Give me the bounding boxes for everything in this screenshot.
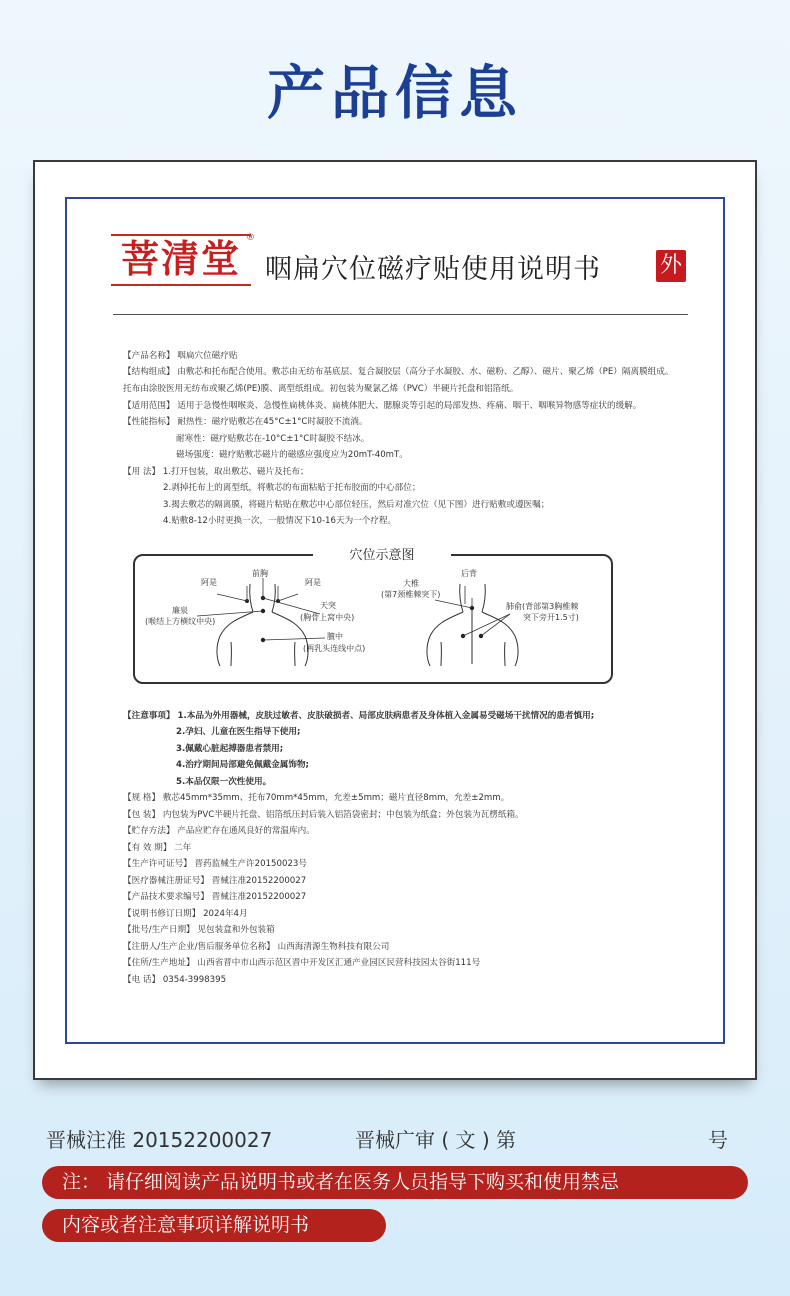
label-dan-zhong: 膻中 bbox=[327, 632, 343, 641]
spec-line: 托布由涂胶医用无纺布或聚乙烯(PE)膜、离型纸组成。初包装为聚氯乙烯（PVC）半硬片托盘和铝箔纸。 bbox=[123, 384, 519, 394]
note-line: 【住所/生产地址】 山西省晋中市山西示范区晋中开发区汇通产业园区民营科技园太谷街111号 bbox=[123, 958, 481, 968]
note-line: 【生产许可证号】 晋药监械生产许20150023号 bbox=[123, 859, 307, 869]
note-line: 【注册人/生产企业/售后服务单位名称】 山西海清源生物科技有限公司 bbox=[123, 942, 390, 952]
ad-approval-number: 晋械广审 ( 文 ) 第 bbox=[355, 1128, 517, 1152]
label-da-zhui-note: (第7颈椎棘突下) bbox=[381, 590, 441, 599]
title-divider bbox=[113, 314, 688, 315]
spec-line: 4.贴敷8-12小时更换一次，一般情况下10-16天为一个疗程。 bbox=[163, 516, 397, 526]
diagram-title: 穴位示意图 bbox=[349, 548, 415, 563]
note-line: 3.佩戴心脏起搏器患者禁用; bbox=[176, 744, 284, 754]
note-line: 【包 装】 内包装为PVC半硬片托盘、铝箔纸压封后装入铝箔袋密封；中包装为纸盒；外包装为瓦楞纸箱。 bbox=[123, 810, 524, 820]
label-fei-shu-note: 突下旁开1.5寸) bbox=[523, 613, 579, 622]
note-line: 【规 格】 敷芯45mm*35mm、托布70mm*45mm，允差±5mm；磁片直径8mm，允差±2mm。 bbox=[123, 793, 510, 803]
brand-logo: 菩清堂 bbox=[111, 234, 251, 286]
note-line: 【有 效 期】 二年 bbox=[123, 843, 192, 853]
spec-line: 【性能指标】 耐热性：磁疗贴敷芯在45°C±1°C时凝胶不流淌。 bbox=[123, 417, 368, 427]
note-line: 2.孕妇、儿童在医生指导下使用; bbox=[176, 727, 301, 737]
registration-number: 晋械注准 20152200027 bbox=[46, 1128, 273, 1152]
label-tian-tu-note: (胸骨上窝中央) bbox=[300, 613, 355, 622]
page-title: 产品信息 bbox=[266, 59, 523, 127]
spec-line: 2.剥掉托布上的离型纸，将敷芯的布面粘贴于托布胶面的中心部位； bbox=[163, 483, 421, 493]
label-front-chest: 前胸 bbox=[252, 569, 268, 578]
note-line: 【说明书修订日期】 2024年4月 bbox=[123, 909, 248, 919]
label-tian-tu: 天突 bbox=[320, 601, 336, 610]
warning-banner-line1 bbox=[42, 1166, 748, 1199]
label-lian-quan: 廉泉 bbox=[172, 606, 188, 615]
note-line: 【产品技术要求编号】 晋械注准20152200027 bbox=[123, 892, 307, 902]
document-title: 咽扁穴位磁疗贴使用说明书 bbox=[265, 254, 601, 285]
spec-line: 【产品名称】 咽扁穴位磁疗贴 bbox=[123, 351, 238, 361]
spec-line: 【适用范围】 适用于急慢性咽喉炎、急慢性扁桃体炎、扁桃体肥大、腮腺炎等引起的局部发热、疼痛、咽干、咽喉异物感等症状的缓解。 bbox=[123, 401, 642, 411]
label-da-zhui: 大椎 bbox=[403, 579, 419, 588]
warning-text-line2: 内容或者注意事项详解说明书 bbox=[62, 1214, 310, 1236]
spec-line: 耐寒性：磁疗贴敷芯在-10°C±1°C时凝胶不结冰。 bbox=[176, 434, 370, 444]
label-fei-shu: 肺俞(背部第3胸椎棘 bbox=[506, 602, 579, 611]
acupoint-diagram bbox=[133, 548, 613, 684]
label-dan-zhong-note: (两乳头连线中点) bbox=[303, 644, 366, 653]
label-back: 后背 bbox=[461, 569, 477, 578]
inner-frame bbox=[65, 197, 725, 1044]
note-line: 【批号/生产日期】 见包装盒和外包装箱 bbox=[123, 925, 275, 935]
note-line: 【电 话】 0354-3998395 bbox=[123, 975, 227, 985]
registered-mark: ® bbox=[246, 233, 255, 243]
spec-line: 【结构组成】 由敷芯和托布配合使用。敷芯由无纺布基底层、复合凝胶层（高分子水凝胶、水、磁粉、乙醇）、磁片、聚乙烯（PE）隔离膜组成。 bbox=[123, 367, 674, 377]
diagram-title-box bbox=[313, 544, 451, 566]
note-line: 【医疗器械注册证号】 晋械注准20152200027 bbox=[123, 876, 307, 886]
external-use-badge: 外 bbox=[656, 250, 686, 282]
note-line: 4.治疗期间局部避免佩戴金属饰物; bbox=[176, 760, 309, 770]
spec-line: 磁场强度：磁疗贴敷芯磁片的磁感应强度应为20mT-40mT。 bbox=[176, 450, 408, 460]
instruction-sheet bbox=[33, 160, 757, 1080]
warning-banner-line2 bbox=[42, 1209, 386, 1242]
spec-line: 【用 法】 1.打开包装，取出敷芯、磁片及托布； bbox=[123, 467, 309, 477]
spec-line: 3.揭去敷芯的隔离膜，将磁片粘贴在敷芯中心部位轻压，然后对准穴位（见下图）进行贴敷或遵医嘱； bbox=[163, 500, 550, 510]
warning-text-line1: 注： 请仔细阅读产品说明书或者在医务人员指导下购买和使用禁忌 bbox=[62, 1171, 620, 1193]
ad-approval-suffix: 号 bbox=[708, 1128, 728, 1152]
label-lian-quan-note: (喉结上方横纹中央) bbox=[145, 617, 216, 626]
note-line: 【注意事项】 1.本品为外用器械，皮肤过敏者、皮肤破损者、局部皮肤病患者及身体植入金属易受磁场干扰情况的患者慎用; bbox=[123, 711, 595, 721]
label-a-shi-right: 阿是 bbox=[305, 578, 321, 587]
note-line: 【贮存方法】 产品应贮存在通风良好的常温库内。 bbox=[123, 826, 315, 836]
label-a-shi-left: 阿是 bbox=[201, 578, 217, 587]
note-line: 5.本品仅限一次性使用。 bbox=[176, 777, 272, 787]
